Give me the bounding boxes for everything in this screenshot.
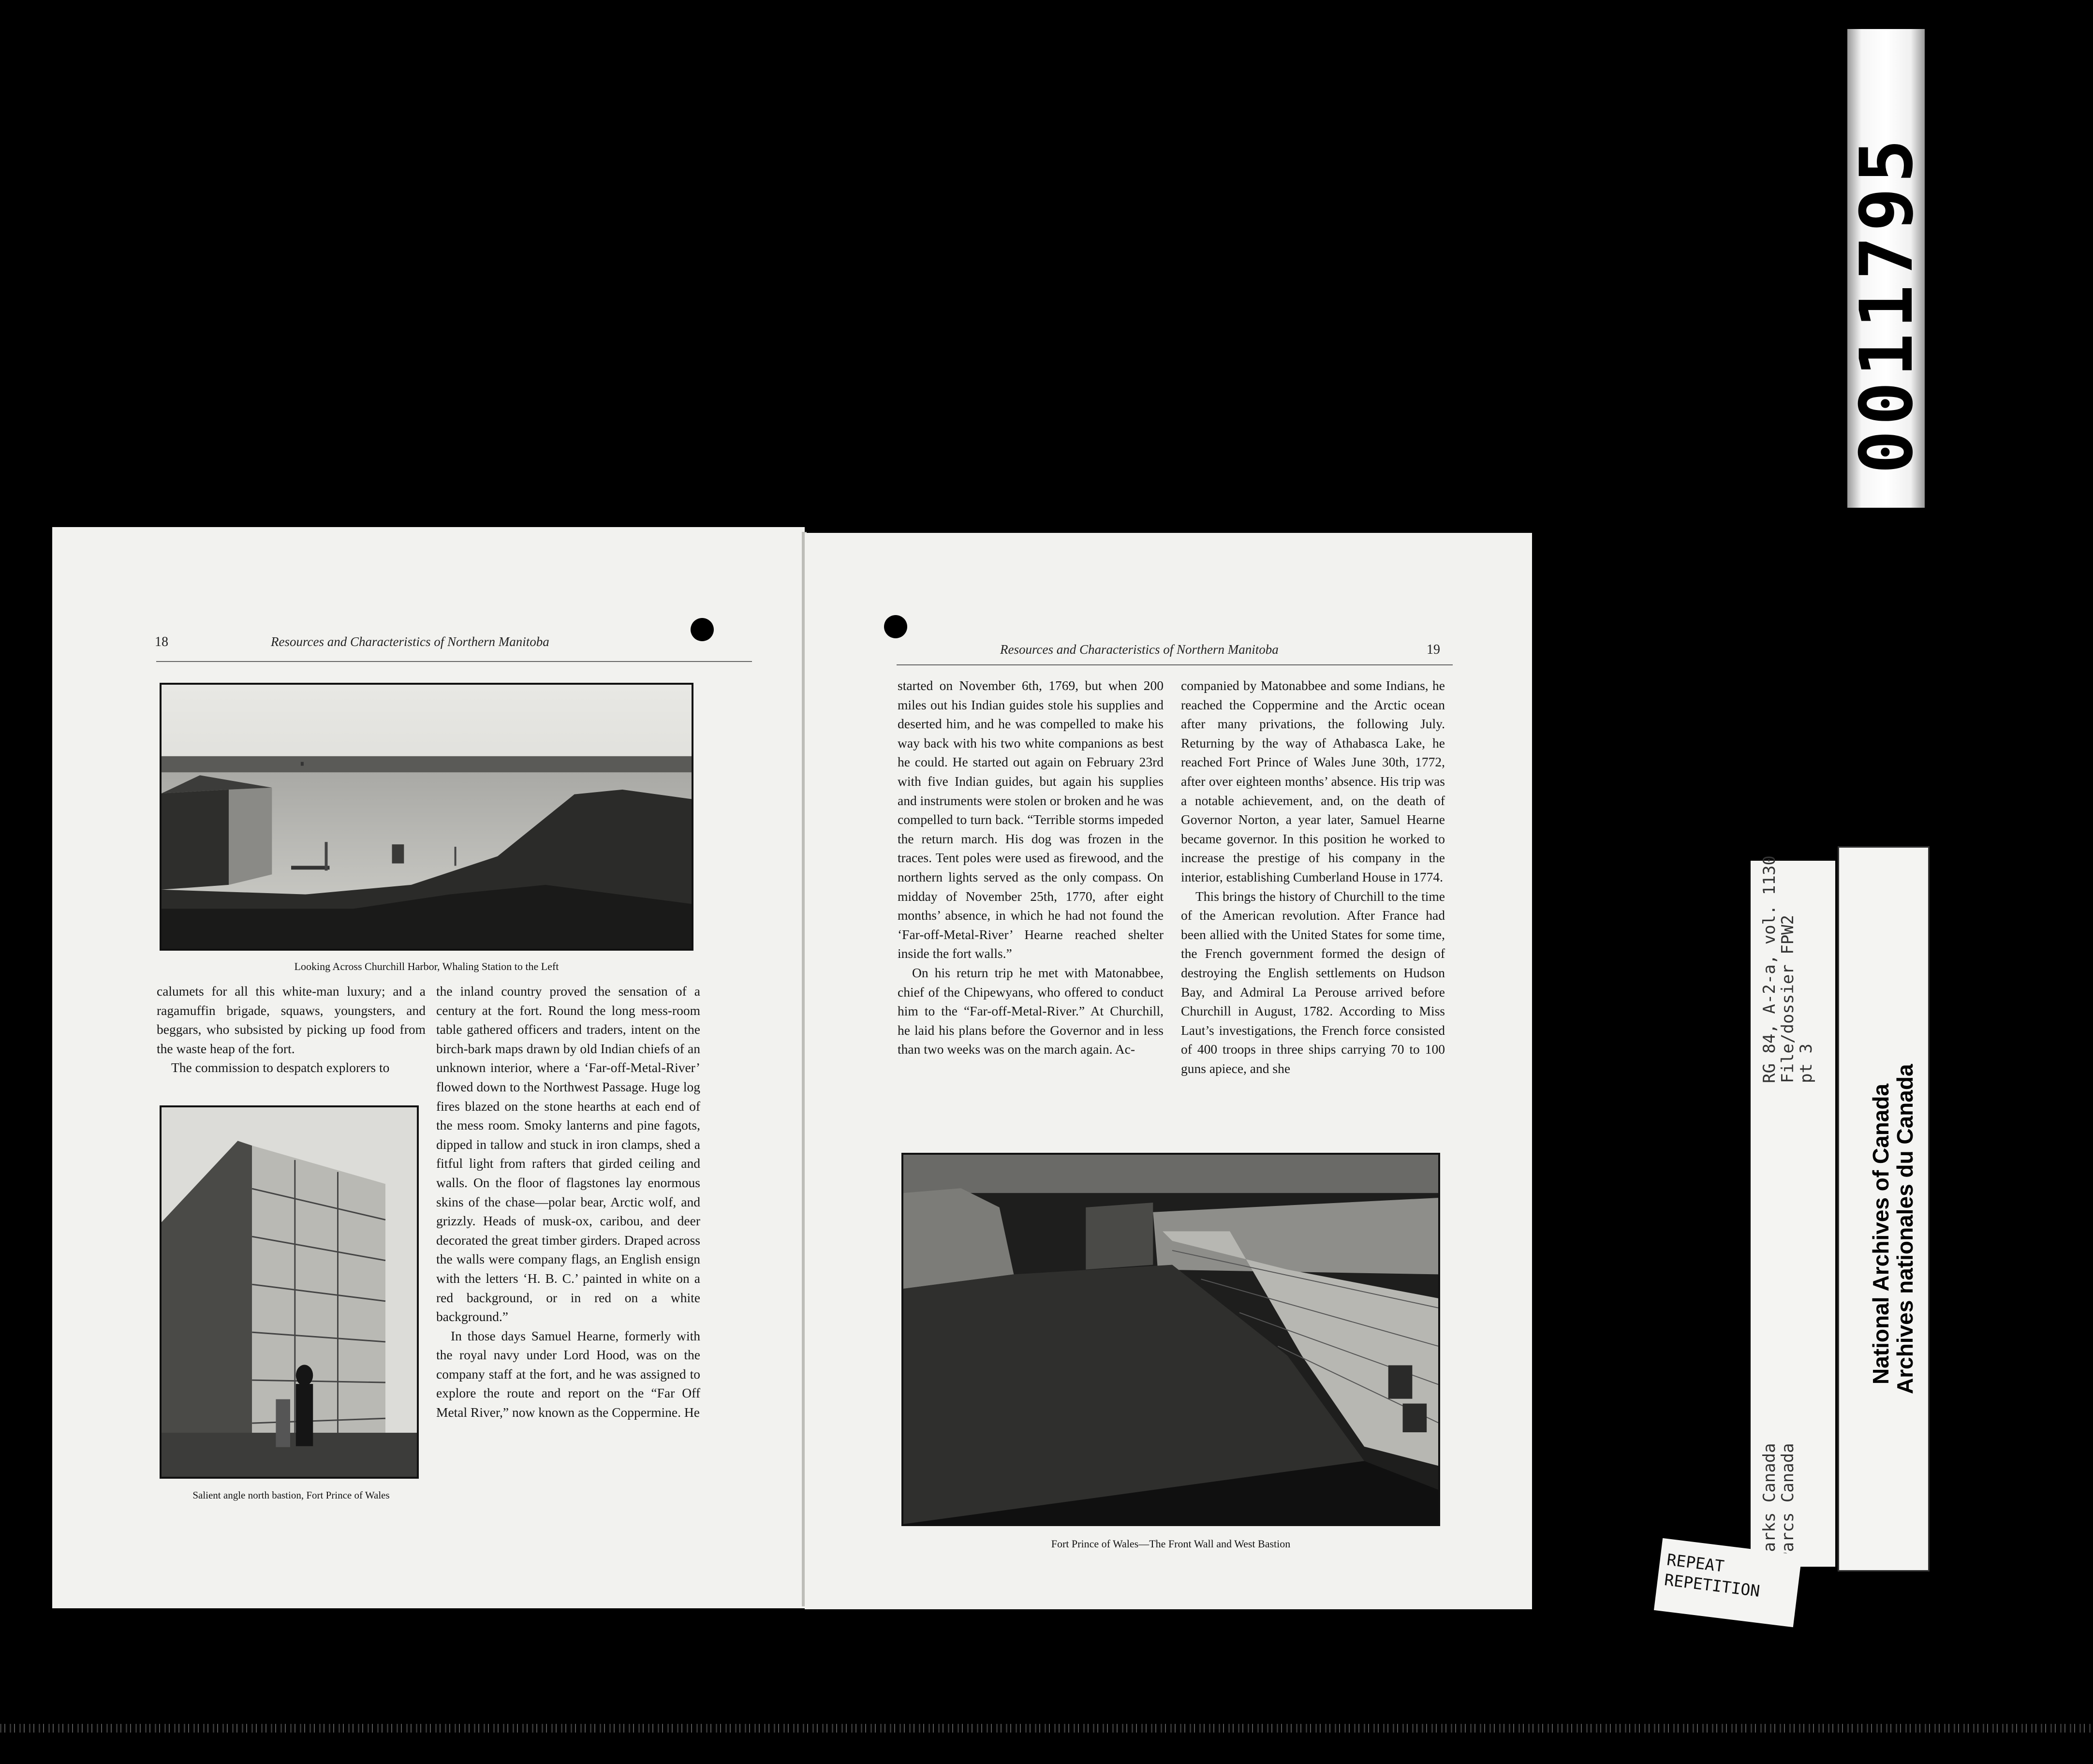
header-rule <box>897 664 1453 665</box>
page-number-left: 18 <box>155 634 168 649</box>
repetition-text: REPETITION <box>1663 1570 1761 1601</box>
caption-front-wall: Fort Prince of Wales—The Front Wall and West Bastion <box>1051 1538 1291 1550</box>
binding-hole <box>691 618 714 641</box>
archives-card <box>1838 846 1930 1572</box>
photo-north-bastion <box>160 1105 419 1479</box>
binding-hole <box>884 615 907 638</box>
right-col1-text <box>898 676 1164 1059</box>
header-rule <box>156 661 752 662</box>
repeat-text: REPEAT <box>1666 1550 1725 1576</box>
paragraph: The commission to despatch explorers to <box>171 1060 390 1075</box>
page-number-right: 19 <box>1427 642 1440 657</box>
right-page <box>805 533 1532 1609</box>
ref-line3: pt 3 <box>1797 1044 1816 1083</box>
archives-name-fr: Archives nationales du Canada <box>1892 1064 1917 1394</box>
paragraph: This brings the history of Churchill to the time of the American revolution. After France had been allied with the United States for some time, the French government formed the design of destroying the English settlements on Hudson Bay, and Admiral La Perouse arrived before Churchill in August, 1782. According to Miss Laut’s investigations, the French force consisted of 400 troops in three ships carrying 70 to 100 guns apiece, and she <box>1181 888 1445 1076</box>
caption-north-bastion: Salient angle north bastion, Fort Prince of Wales <box>192 1489 390 1501</box>
ref-line2: File/dossier FPW2 <box>1778 915 1798 1083</box>
running-head-left: Resources and Characteristics of Northern Manitoba <box>271 634 549 649</box>
photo-churchill-harbor <box>160 683 693 951</box>
right-col2-text <box>1181 676 1445 1078</box>
left-page <box>52 527 805 1608</box>
running-head-right: Resources and Characteristics of Northern Manitoba <box>1000 642 1279 657</box>
archives-name-en: National Archives of Canada <box>1868 1083 1893 1384</box>
paragraph: started on November 6th, 1769, but when 200 miles out his Indian guides stole his supplies and deserted him, and he was compelled to make his way back with his two white companions as best he could. He started out again on February 23rd with five Indian guides, but again his supplies and instruments were stolen or broken and he was compelled to turn back. “Terrible storms impeded the return march. His dog was frozen in the traces. Tent poles were used as firewood, and the northern lights served as the only compass. On midday of November 25th, 1770, after eight months’ absence, in which he had not found the ‘Far-off-Metal-River’ Hearne reached shelter inside the fort walls.” <box>898 678 1164 961</box>
frame-number: 0011795 <box>1845 134 1929 474</box>
agency-line1: Parks Canada <box>1760 1443 1779 1562</box>
reference-card <box>1751 855 1835 1567</box>
agency-line2: Parcs Canada <box>1778 1443 1798 1562</box>
left-col2-text <box>436 982 700 1422</box>
paragraph: calumets for all this white-man luxury; and a ragamuffin brigade, squaws, youngsters, and beggars, who subsisted by picking up food from the waste heap of the fort. <box>157 984 426 1056</box>
caption-churchill-harbor: Looking Across Churchill Harbor, Whaling Station to the Left <box>294 960 559 972</box>
film-edge <box>0 1724 2093 1733</box>
left-col1-text <box>157 982 426 1077</box>
paragraph: In those days Samuel Hearne, formerly with the royal navy under Lord Hood, was on the company staff at the fort, and he was assigned to explore the route and report on the “Far Off Metal River,” now known as the Coppermine. He <box>436 1328 700 1420</box>
ref-line1: RG 84, A-2-a, vol. 1130 <box>1760 855 1779 1083</box>
paragraph: On his return trip he met with Matonabbee, chief of the Chipewyans, who offered to conduct him to the “Far-off-Metal-River.” At Churchill, he laid his plans before the Governor and in less than two weeks was on the march again. Ac- <box>898 965 1164 1057</box>
paragraph: the inland country proved the sensation of a century at the fort. Round the long mess-room table gathered officers and traders, intent on the birch-bark maps drawn by old Indian chiefs of an unknown interior, where a ‘Far-off-Metal-River’ flowed down to the Northwest Passage. Huge log fires blazed on the stone hearths at each end of the mess room. Smoky lanterns and pine fagots, dipped in tallow and stuck in iron clamps, shed a fitful light from rafters that girded ceiling and walls. On the floor of flagstones lay enormous skins of the chase—polar bear, Arctic wolf, and grizzly. Heads of musk-ox, caribou, and deer decorated the great timber girders. Draped across the walls were company flags, an English ensign with the letters ‘H. B. C.’ painted in white on a red background, or in red on a white background.” <box>436 984 700 1324</box>
photo-front-wall-west-bastion <box>901 1153 1440 1526</box>
paragraph: companied by Matonabbee and some Indians, he reached the Coppermine and the Arctic ocean after many privations, the following July. Returning by the way of Athabasca Lake, he reached Fort Prince of Wales June 30th, 1772, after over eighteen months’ absence. His trip was a notable achievement, and, on the death of Governor Norton, a year later, Samuel Hearne became governor. In this position he worked to increase the prestige of his company in the interior, establishing Cumberland House in 1774. <box>1181 678 1445 884</box>
